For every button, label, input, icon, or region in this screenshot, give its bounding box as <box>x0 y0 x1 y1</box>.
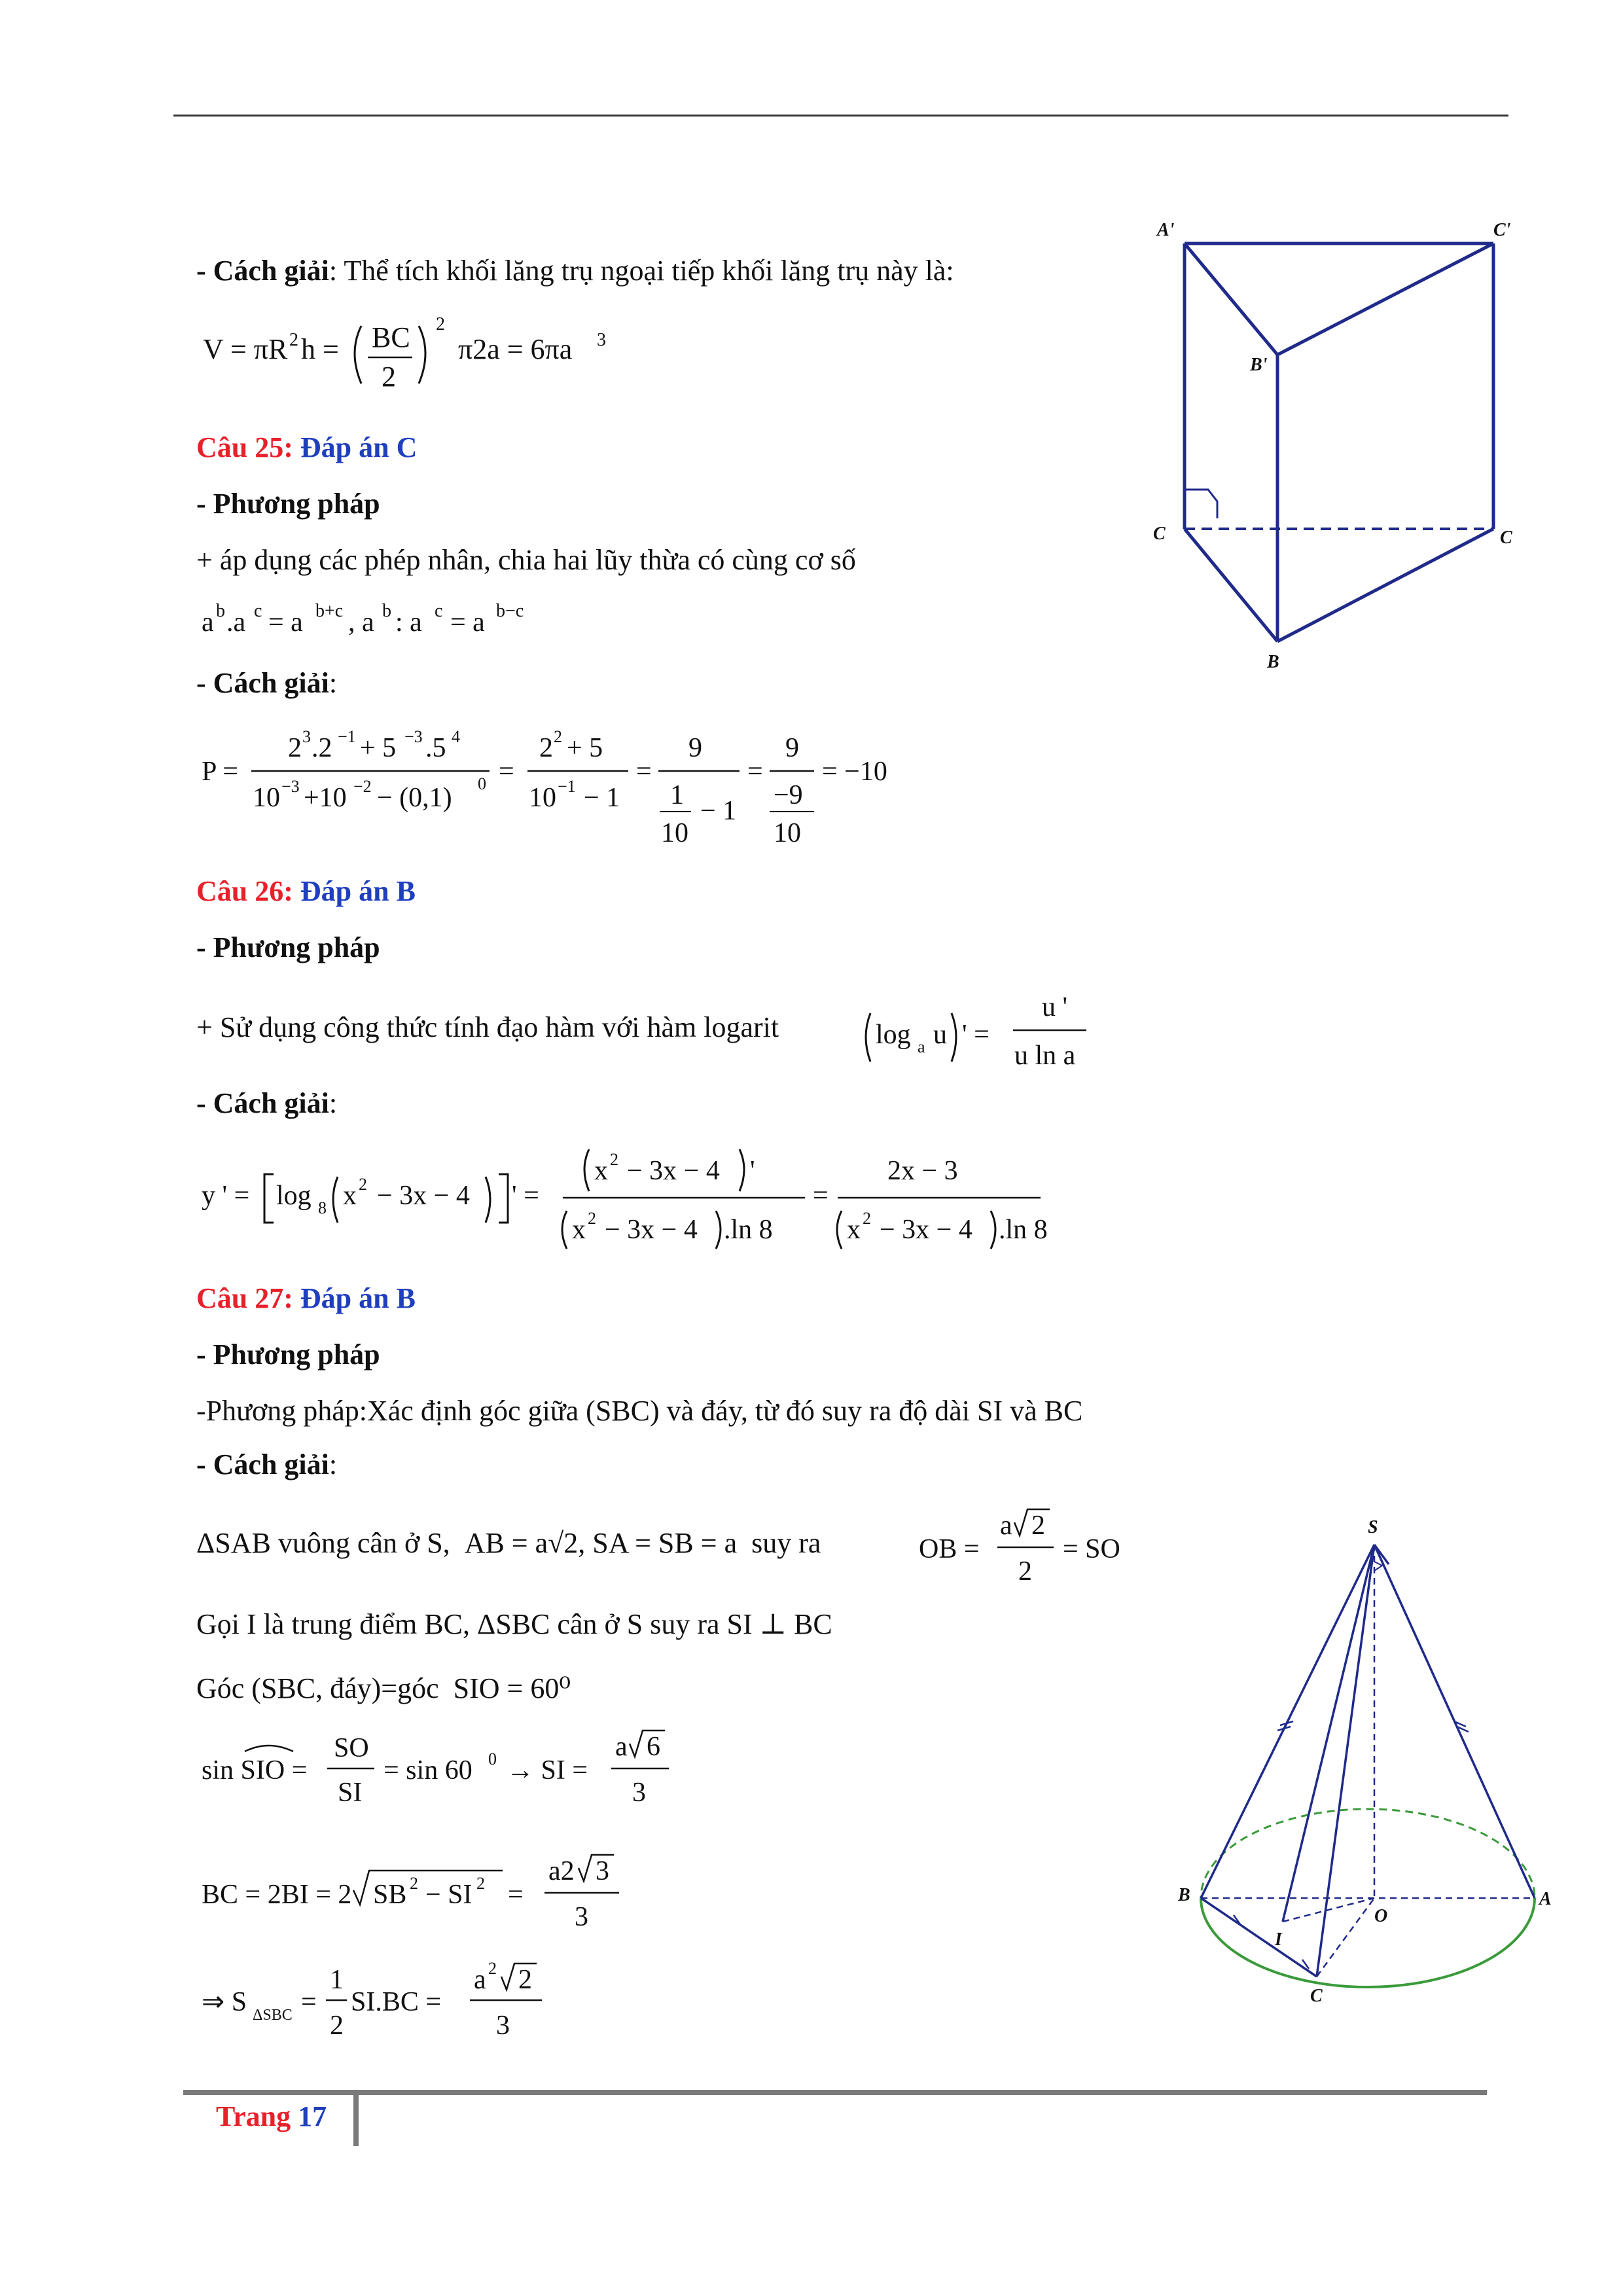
header-rule <box>173 115 1508 117</box>
svg-text:a: a <box>1000 1511 1012 1541</box>
svg-text:0: 0 <box>478 774 486 793</box>
bc-formula-graphic <box>196 1844 694 1943</box>
label-s: S <box>1368 1517 1378 1537</box>
svg-text:=: = <box>301 1987 317 2017</box>
svg-text:': ' <box>750 1156 755 1186</box>
svg-text:9: 9 <box>688 733 702 763</box>
svg-text:− (0,1): − (0,1) <box>377 783 452 813</box>
label-o: O <box>1374 1906 1388 1926</box>
svg-text:c: c <box>435 601 443 621</box>
svg-text:− 3x − 4: − 3x − 4 <box>377 1181 470 1211</box>
y-derivative-formula <box>196 1139 1060 1257</box>
svg-text:− 3x − 4: − 3x − 4 <box>880 1215 972 1245</box>
solution-colon: : <box>329 1448 338 1480</box>
y-derivative-graphic <box>196 1139 1060 1257</box>
solution-colon: : <box>329 667 338 699</box>
prism-edges <box>1185 243 1493 641</box>
svg-text:2: 2 <box>588 1209 596 1228</box>
cone-base-solid <box>1201 1898 1535 1987</box>
svg-text:2x − 3: 2x − 3 <box>887 1156 958 1186</box>
svg-text:→ SI =: → SI = <box>507 1755 588 1785</box>
svg-text:a: a <box>615 1732 628 1762</box>
answer-key: Đáp án B <box>300 875 416 907</box>
svg-text:.ln 8: .ln 8 <box>999 1215 1048 1245</box>
line3-text-a: Góc (SBC, đáy)=góc <box>196 1672 439 1704</box>
svg-text:−3: −3 <box>404 727 423 746</box>
svg-text:π2a = 6πa: π2a = 6πa <box>458 333 573 365</box>
svg-text:.a: .a <box>226 607 246 637</box>
solution-text: : Thể tích khối lăng trụ ngoại tiếp khối lăng trụ này là: <box>329 255 954 287</box>
svg-text:=: = <box>508 1880 524 1910</box>
svg-text:9: 9 <box>785 733 799 763</box>
question-27-title <box>196 1284 416 1313</box>
line1-triangle <box>196 1529 821 1558</box>
svg-text:BC = 2BI = 2: BC = 2BI = 2 <box>202 1880 352 1910</box>
svg-text:3: 3 <box>596 1856 609 1886</box>
svg-text:' =: ' = <box>962 1020 990 1050</box>
sin-formula-graphic <box>196 1719 694 1817</box>
solution-line <box>196 257 954 285</box>
line2-midpoint: Gọi I là trung điểm BC, ΔSBC cân ở S suy ra SI ⊥ BC <box>196 1608 832 1640</box>
svg-text:, a: , a <box>348 607 374 637</box>
label-b: B <box>1267 652 1279 672</box>
svg-text:c: c <box>254 601 262 621</box>
svg-text:2: 2 <box>330 2011 344 2041</box>
svg-text:− 3x − 4: − 3x − 4 <box>605 1215 698 1245</box>
svg-text:a: a <box>918 1037 925 1056</box>
log-derivative-rule-graphic <box>857 979 1106 1077</box>
svg-text:.ln 8: .ln 8 <box>724 1215 773 1245</box>
svg-text:2: 2 <box>610 1150 618 1169</box>
solution-line <box>196 1450 337 1479</box>
prism-figure <box>1152 216 1518 687</box>
svg-text:y ' =: y ' = <box>202 1181 250 1211</box>
svg-text:2: 2 <box>289 330 298 350</box>
line1-text-a: ΔSAB vuông cân ở S, <box>196 1527 450 1559</box>
svg-text:SB: SB <box>373 1880 407 1910</box>
svg-text:10: 10 <box>253 783 280 813</box>
svg-text:⇒ S: ⇒ S <box>202 1987 247 2017</box>
label-a-prime: A' <box>1157 220 1175 240</box>
svg-text:3: 3 <box>597 330 606 350</box>
svg-text:BC: BC <box>372 321 410 353</box>
right-angle-mark <box>1185 490 1217 518</box>
svg-text:2: 2 <box>436 314 445 334</box>
line1-text-b: AB = a√2, SA = SB = a <box>464 1527 738 1559</box>
svg-text:=: = <box>636 757 652 787</box>
svg-text:log: log <box>876 1020 911 1050</box>
label-c-left: C <box>1153 524 1166 544</box>
question-number: Câu 25: <box>196 431 293 463</box>
svg-text:− 1: − 1 <box>584 783 620 813</box>
svg-text:=: = <box>499 757 514 787</box>
svg-text:−1: −1 <box>338 727 356 746</box>
svg-text:2: 2 <box>488 1959 497 1978</box>
svg-text:log: log <box>276 1181 312 1211</box>
svg-text:+ 5: + 5 <box>360 733 397 763</box>
svg-text:b: b <box>216 601 225 621</box>
svg-text:8: 8 <box>318 1198 327 1217</box>
svg-text:10: 10 <box>661 818 688 848</box>
answer-key: Đáp án C <box>300 431 418 463</box>
svg-text:: a: : a <box>395 607 422 637</box>
svg-text:x: x <box>572 1215 586 1245</box>
svg-text:=: = <box>747 757 763 787</box>
svg-text:' =: ' = <box>512 1181 539 1211</box>
svg-text:SI.BC =: SI.BC = <box>351 1987 442 2017</box>
svg-text:1: 1 <box>330 1965 344 1995</box>
svg-text:10: 10 <box>774 818 801 848</box>
svg-text:x: x <box>343 1181 357 1211</box>
svg-text:2: 2 <box>539 733 553 763</box>
svg-text:SI: SI <box>338 1778 363 1808</box>
svg-text:u: u <box>933 1020 947 1050</box>
solution-heading: - Cách giải <box>196 667 329 699</box>
svg-text:0: 0 <box>488 1749 497 1768</box>
method-text: -Phương pháp:Xác định góc giữa (SBC) và đáy, từ đó suy ra độ dài SI và BC <box>196 1395 1083 1427</box>
footer-divider <box>353 2095 359 2146</box>
svg-text:1: 1 <box>670 780 684 810</box>
method-text: + áp dụng các phép nhân, chia hai lũy thừa có cùng cơ số <box>196 544 856 576</box>
svg-text:2: 2 <box>1031 1511 1045 1541</box>
svg-text:h =: h = <box>301 333 339 365</box>
svg-text:u ln a: u ln a <box>1014 1041 1076 1071</box>
line3-angle <box>196 1674 571 1703</box>
line3-text-b: SIO = 60⁰ <box>453 1672 571 1704</box>
footer-rule <box>183 2090 1487 2095</box>
svg-text:2: 2 <box>1018 1556 1032 1587</box>
svg-text:4: 4 <box>452 727 460 746</box>
svg-text:SO: SO <box>334 1733 369 1763</box>
svg-text:.5: .5 <box>425 733 446 763</box>
svg-text:a: a <box>202 607 214 637</box>
label-b: B <box>1178 1885 1190 1905</box>
label-b-prime: B' <box>1250 355 1268 375</box>
svg-text:u ': u ' <box>1042 992 1068 1022</box>
ob-formula <box>916 1499 1139 1597</box>
question-26-title <box>196 877 416 906</box>
cone-figure <box>1178 1505 1571 2003</box>
line1-text-c: suy ra <box>751 1527 821 1559</box>
label-i: I <box>1275 1929 1282 1950</box>
apex-angle-mark <box>1374 1562 1382 1571</box>
volume-formula-graphic <box>196 306 615 404</box>
svg-text:= −10: = −10 <box>822 757 887 787</box>
svg-text:b: b <box>382 601 391 621</box>
svg-text:2: 2 <box>863 1209 871 1228</box>
svg-text:x: x <box>594 1156 608 1186</box>
svg-text:3: 3 <box>496 2011 510 2041</box>
svg-text:2: 2 <box>554 727 562 746</box>
label-c: C <box>1310 1986 1323 2003</box>
svg-text:= a: = a <box>268 607 303 637</box>
svg-text:−1: −1 <box>558 777 576 796</box>
page-number-value: 17 <box>298 2100 327 2132</box>
svg-text:2: 2 <box>359 1175 367 1194</box>
solution-label: - Cách giải <box>196 255 329 287</box>
svg-text:− 3x − 4: − 3x − 4 <box>627 1156 720 1186</box>
svg-text:b+c: b+c <box>315 601 344 621</box>
method-heading: - Phương pháp <box>196 1338 380 1371</box>
svg-text:V = πR: V = πR <box>203 333 288 365</box>
power-rule-formula <box>196 590 537 643</box>
svg-text:−9: −9 <box>774 780 803 810</box>
svg-text:sin SIO =: sin SIO = <box>202 1755 308 1785</box>
solution-line <box>196 1089 337 1118</box>
p-calculation-graphic <box>196 713 916 864</box>
svg-text:P =: P = <box>202 757 238 787</box>
svg-text:3: 3 <box>632 1778 646 1808</box>
question-number: Câu 27: <box>196 1282 293 1314</box>
solution-heading: - Cách giải <box>196 1087 329 1119</box>
cone-edges <box>1201 1545 1535 1977</box>
svg-text:ΔSBC: ΔSBC <box>253 2007 293 2024</box>
area-formula-graphic <box>196 1952 602 2056</box>
svg-text:2: 2 <box>410 1874 418 1893</box>
area-formula <box>196 1952 602 2056</box>
ob-formula-graphic <box>916 1499 1139 1597</box>
svg-text:6: 6 <box>647 1732 660 1762</box>
svg-text:−2: −2 <box>353 777 372 796</box>
svg-text:= SO: = SO <box>1063 1534 1120 1564</box>
method-heading: - Phương pháp <box>196 931 380 963</box>
solution-colon: : <box>329 1087 338 1119</box>
svg-text:a: a <box>474 1965 486 1995</box>
svg-text:+ 5: + 5 <box>567 733 603 763</box>
sin-formula <box>196 1719 694 1817</box>
question-number: Câu 26: <box>196 875 293 907</box>
bc-formula <box>196 1844 694 1943</box>
svg-text:−3: −3 <box>281 777 300 796</box>
svg-text:2: 2 <box>518 1965 532 1995</box>
svg-text:=: = <box>813 1181 829 1211</box>
log-derivative-rule <box>857 979 1106 1077</box>
answer-key: Đáp án B <box>300 1282 416 1314</box>
svg-text:− 1: − 1 <box>700 796 737 826</box>
svg-text:3: 3 <box>302 727 311 746</box>
method-heading: - Phương pháp <box>196 488 380 520</box>
svg-text:2: 2 <box>288 733 302 763</box>
svg-text:3: 3 <box>575 1902 588 1932</box>
svg-text:2: 2 <box>476 1874 485 1893</box>
question-25-title <box>196 433 417 462</box>
svg-text:a2: a2 <box>548 1856 575 1886</box>
label-c-right: C <box>1500 528 1512 548</box>
label-a: A <box>1539 1889 1552 1909</box>
svg-text:x: x <box>847 1215 861 1245</box>
svg-text:10: 10 <box>529 783 556 813</box>
svg-text:2: 2 <box>382 361 396 393</box>
cone-hidden-lines <box>1201 1545 1535 1977</box>
label-c-prime: C' <box>1493 220 1511 240</box>
svg-text:OB =: OB = <box>919 1534 980 1564</box>
page-number <box>216 2100 327 2133</box>
page-word: Trang <box>216 2100 291 2132</box>
svg-text:b−c: b−c <box>496 601 524 621</box>
svg-text:= sin 60: = sin 60 <box>383 1755 473 1785</box>
solution-line <box>196 669 337 698</box>
svg-text:= a: = a <box>450 607 485 637</box>
svg-text:.2: .2 <box>312 733 332 763</box>
method-text: + Sử dụng công thức tính đạo hàm với hàm logarit <box>196 1011 779 1043</box>
svg-text:+10: +10 <box>304 783 347 813</box>
svg-text:− SI: − SI <box>425 1880 473 1910</box>
volume-formula <box>196 306 615 404</box>
p-calculation-formula <box>196 713 916 864</box>
power-rule-graphic <box>196 590 537 643</box>
solution-heading: - Cách giải <box>196 1448 329 1480</box>
